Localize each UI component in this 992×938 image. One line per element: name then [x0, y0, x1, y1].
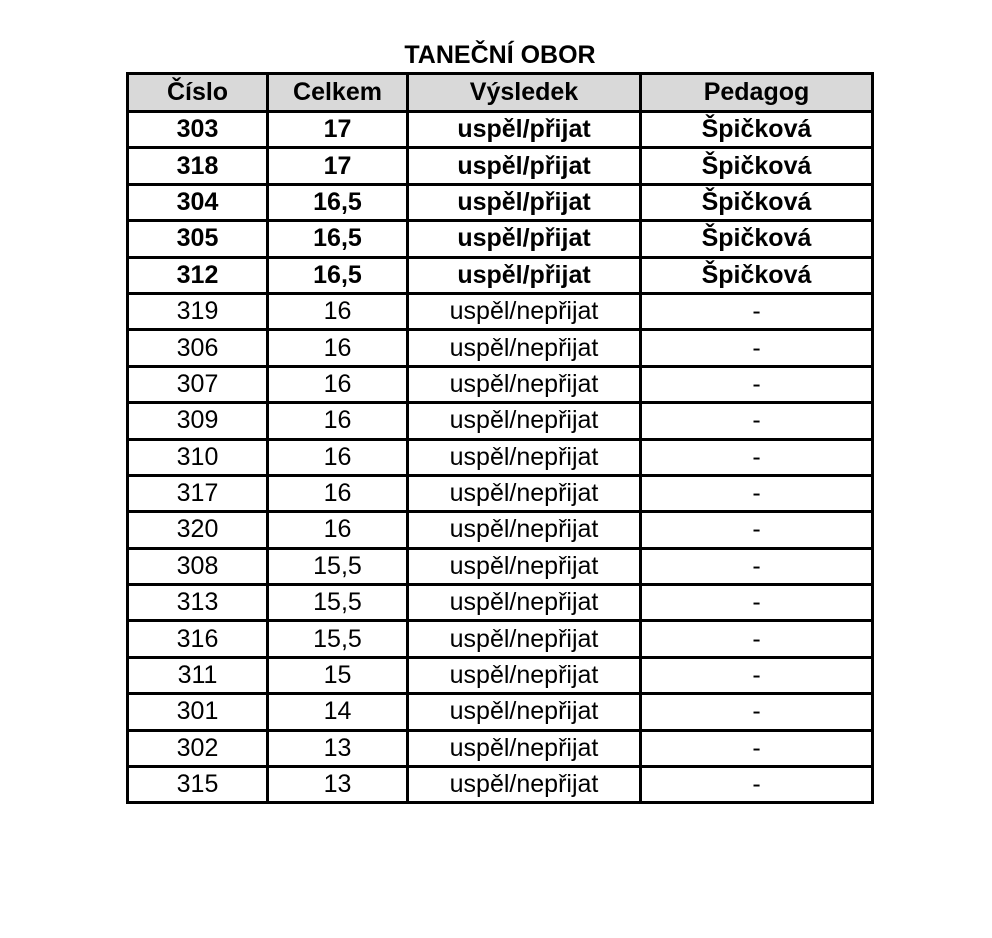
- cell-vysledek: uspěl/nepřijat: [408, 512, 641, 548]
- cell-vysledek: uspěl/přijat: [408, 221, 641, 257]
- cell-vysledek: uspěl/nepřijat: [408, 767, 641, 803]
- table-row: [128, 293, 873, 329]
- cell-vysledek: uspěl/nepřijat: [408, 366, 641, 402]
- cell-celkem: 17: [268, 112, 408, 148]
- table-row: [128, 439, 873, 475]
- cell-pedagog: -: [641, 330, 873, 366]
- cell-vysledek: uspěl/nepřijat: [408, 657, 641, 693]
- cell-pedagog: Špičková: [641, 112, 873, 148]
- cell-vysledek: uspěl/nepřijat: [408, 293, 641, 329]
- table-row: [128, 657, 873, 693]
- cell-cislo: 317: [128, 475, 268, 511]
- cell-pedagog: -: [641, 366, 873, 402]
- cell-pedagog: -: [641, 694, 873, 730]
- cell-pedagog: -: [641, 293, 873, 329]
- cell-celkem: 17: [268, 148, 408, 184]
- table-row: [128, 548, 873, 584]
- cell-celkem: 15,5: [268, 585, 408, 621]
- table-row: [128, 257, 873, 293]
- table-row: [128, 366, 873, 402]
- table-row: [128, 475, 873, 511]
- cell-cislo: 309: [128, 403, 268, 439]
- table-row: [128, 730, 873, 766]
- cell-vysledek: uspěl/nepřijat: [408, 730, 641, 766]
- cell-cislo: 302: [128, 730, 268, 766]
- cell-pedagog: -: [641, 767, 873, 803]
- cell-cislo: 308: [128, 548, 268, 584]
- cell-pedagog: Špičková: [641, 184, 873, 220]
- cell-vysledek: uspěl/přijat: [408, 184, 641, 220]
- cell-celkem: 13: [268, 767, 408, 803]
- cell-vysledek: uspěl/přijat: [408, 112, 641, 148]
- cell-pedagog: -: [641, 475, 873, 511]
- cell-cislo: 301: [128, 694, 268, 730]
- table-row: [128, 621, 873, 657]
- cell-celkem: 16: [268, 475, 408, 511]
- cell-pedagog: -: [641, 730, 873, 766]
- cell-cislo: 303: [128, 112, 268, 148]
- cell-pedagog: Špičková: [641, 221, 873, 257]
- table-row: [128, 767, 873, 803]
- cell-cislo: 307: [128, 366, 268, 402]
- cell-vysledek: uspěl/přijat: [408, 257, 641, 293]
- cell-cislo: 320: [128, 512, 268, 548]
- cell-celkem: 15,5: [268, 548, 408, 584]
- table-row: [128, 403, 873, 439]
- cell-cislo: 311: [128, 657, 268, 693]
- table-row: [128, 184, 873, 220]
- cell-celkem: 16: [268, 403, 408, 439]
- cell-celkem: 16,5: [268, 221, 408, 257]
- cell-pedagog: -: [641, 657, 873, 693]
- cell-cislo: 315: [128, 767, 268, 803]
- cell-celkem: 16,5: [268, 184, 408, 220]
- cell-vysledek: uspěl/nepřijat: [408, 403, 641, 439]
- cell-vysledek: uspěl/přijat: [408, 148, 641, 184]
- table-row: [128, 330, 873, 366]
- table-row: [128, 221, 873, 257]
- cell-cislo: 305: [128, 221, 268, 257]
- cell-vysledek: uspěl/nepřijat: [408, 330, 641, 366]
- cell-cislo: 319: [128, 293, 268, 329]
- table-row: [128, 694, 873, 730]
- header-pedagog: Pedagog: [641, 74, 873, 112]
- cell-vysledek: uspěl/nepřijat: [408, 548, 641, 584]
- header-cislo: Číslo: [128, 74, 268, 112]
- header-row: [128, 74, 873, 112]
- cell-celkem: 16: [268, 330, 408, 366]
- table-row: [128, 112, 873, 148]
- cell-pedagog: -: [641, 512, 873, 548]
- cell-vysledek: uspěl/nepřijat: [408, 621, 641, 657]
- cell-celkem: 16: [268, 439, 408, 475]
- cell-celkem: 15: [268, 657, 408, 693]
- table-row: [128, 512, 873, 548]
- cell-celkem: 16: [268, 293, 408, 329]
- cell-celkem: 16: [268, 512, 408, 548]
- cell-cislo: 310: [128, 439, 268, 475]
- header-vysledek: Výsledek: [408, 74, 641, 112]
- cell-celkem: 14: [268, 694, 408, 730]
- cell-celkem: 16: [268, 366, 408, 402]
- results-table: [126, 72, 874, 804]
- cell-cislo: 313: [128, 585, 268, 621]
- cell-pedagog: -: [641, 621, 873, 657]
- cell-pedagog: Špičková: [641, 148, 873, 184]
- cell-vysledek: uspěl/nepřijat: [408, 585, 641, 621]
- cell-cislo: 318: [128, 148, 268, 184]
- cell-pedagog: Špičková: [641, 257, 873, 293]
- cell-celkem: 16,5: [268, 257, 408, 293]
- cell-cislo: 312: [128, 257, 268, 293]
- table-row: [128, 148, 873, 184]
- cell-vysledek: uspěl/nepřijat: [408, 694, 641, 730]
- cell-celkem: 15,5: [268, 621, 408, 657]
- cell-vysledek: uspěl/nepřijat: [408, 475, 641, 511]
- table-row: [128, 585, 873, 621]
- cell-pedagog: -: [641, 403, 873, 439]
- cell-pedagog: -: [641, 439, 873, 475]
- page-title: TANEČNÍ OBOR: [404, 41, 596, 69]
- header-celkem: Celkem: [268, 74, 408, 112]
- cell-celkem: 13: [268, 730, 408, 766]
- cell-vysledek: uspěl/nepřijat: [408, 439, 641, 475]
- cell-cislo: 306: [128, 330, 268, 366]
- cell-cislo: 316: [128, 621, 268, 657]
- cell-pedagog: -: [641, 585, 873, 621]
- cell-cislo: 304: [128, 184, 268, 220]
- cell-pedagog: -: [641, 548, 873, 584]
